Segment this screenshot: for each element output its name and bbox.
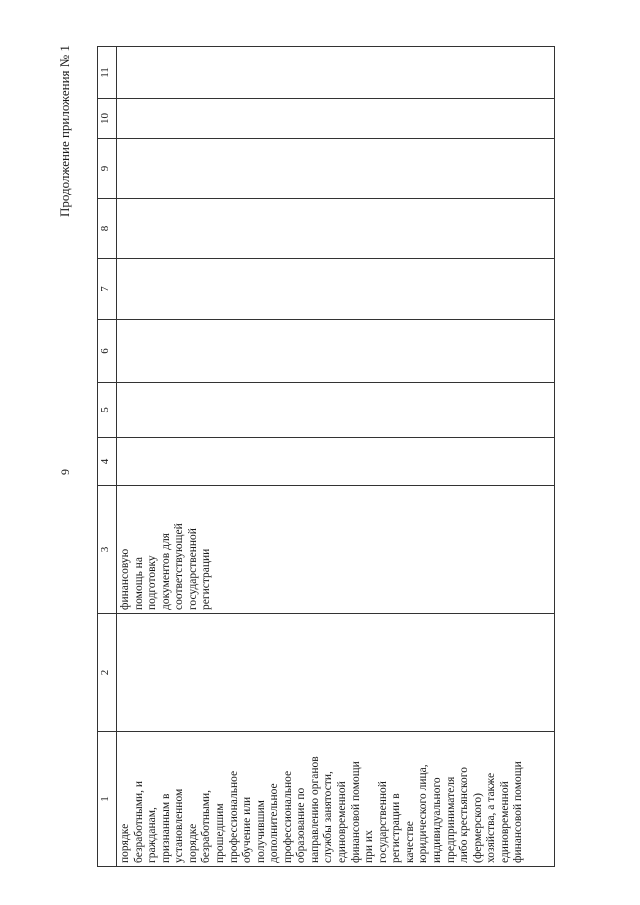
table-cell-2 bbox=[117, 614, 555, 732]
column-header-8: 8 bbox=[98, 199, 117, 259]
table-cell-9 bbox=[117, 139, 555, 199]
table-row bbox=[117, 47, 555, 867]
column-header-11: 11 bbox=[98, 47, 117, 99]
appendix-continuation-note: Продолжение приложения № 1 bbox=[57, 45, 72, 217]
column-header-2: 2 bbox=[98, 614, 117, 732]
table-cell-4 bbox=[117, 438, 555, 486]
table-cell-11 bbox=[117, 47, 555, 99]
column-header-4: 4 bbox=[98, 438, 117, 486]
column-header-10: 10 bbox=[98, 99, 117, 139]
table-cell-5 bbox=[117, 383, 555, 438]
column-header-5: 5 bbox=[98, 383, 117, 438]
table-cell-10 bbox=[117, 99, 555, 139]
table-cell-6 bbox=[117, 320, 555, 383]
column-header-1: 1 bbox=[98, 732, 117, 867]
table-cell-3: финансовую помощь на подготовку документов для соответствующей государственной регистрации bbox=[117, 486, 555, 614]
data-table bbox=[97, 46, 555, 867]
column-header-6: 6 bbox=[98, 320, 117, 383]
column-header-3: 3 bbox=[98, 486, 117, 614]
column-header-9: 9 bbox=[98, 139, 117, 199]
page-number: 9 bbox=[58, 469, 72, 475]
table-cell-8 bbox=[117, 199, 555, 259]
table-header-row bbox=[98, 47, 117, 867]
column-header-7: 7 bbox=[98, 259, 117, 320]
table-cell-1: порядке безработными, и гражданам, признанным в установленном порядке безработными, прошедшим профессиональное обучение или получившим дополнительное профессиональное образование по направлению органов службы занятости, единовременной финансовой помощи при их государственной регистрации в качестве юридического лица, индивидуального предпринимателя либо крестьянского (фермерского) хозяйства, а также единовременной финансовой помощи bbox=[117, 732, 555, 867]
table-cell-7 bbox=[117, 259, 555, 320]
